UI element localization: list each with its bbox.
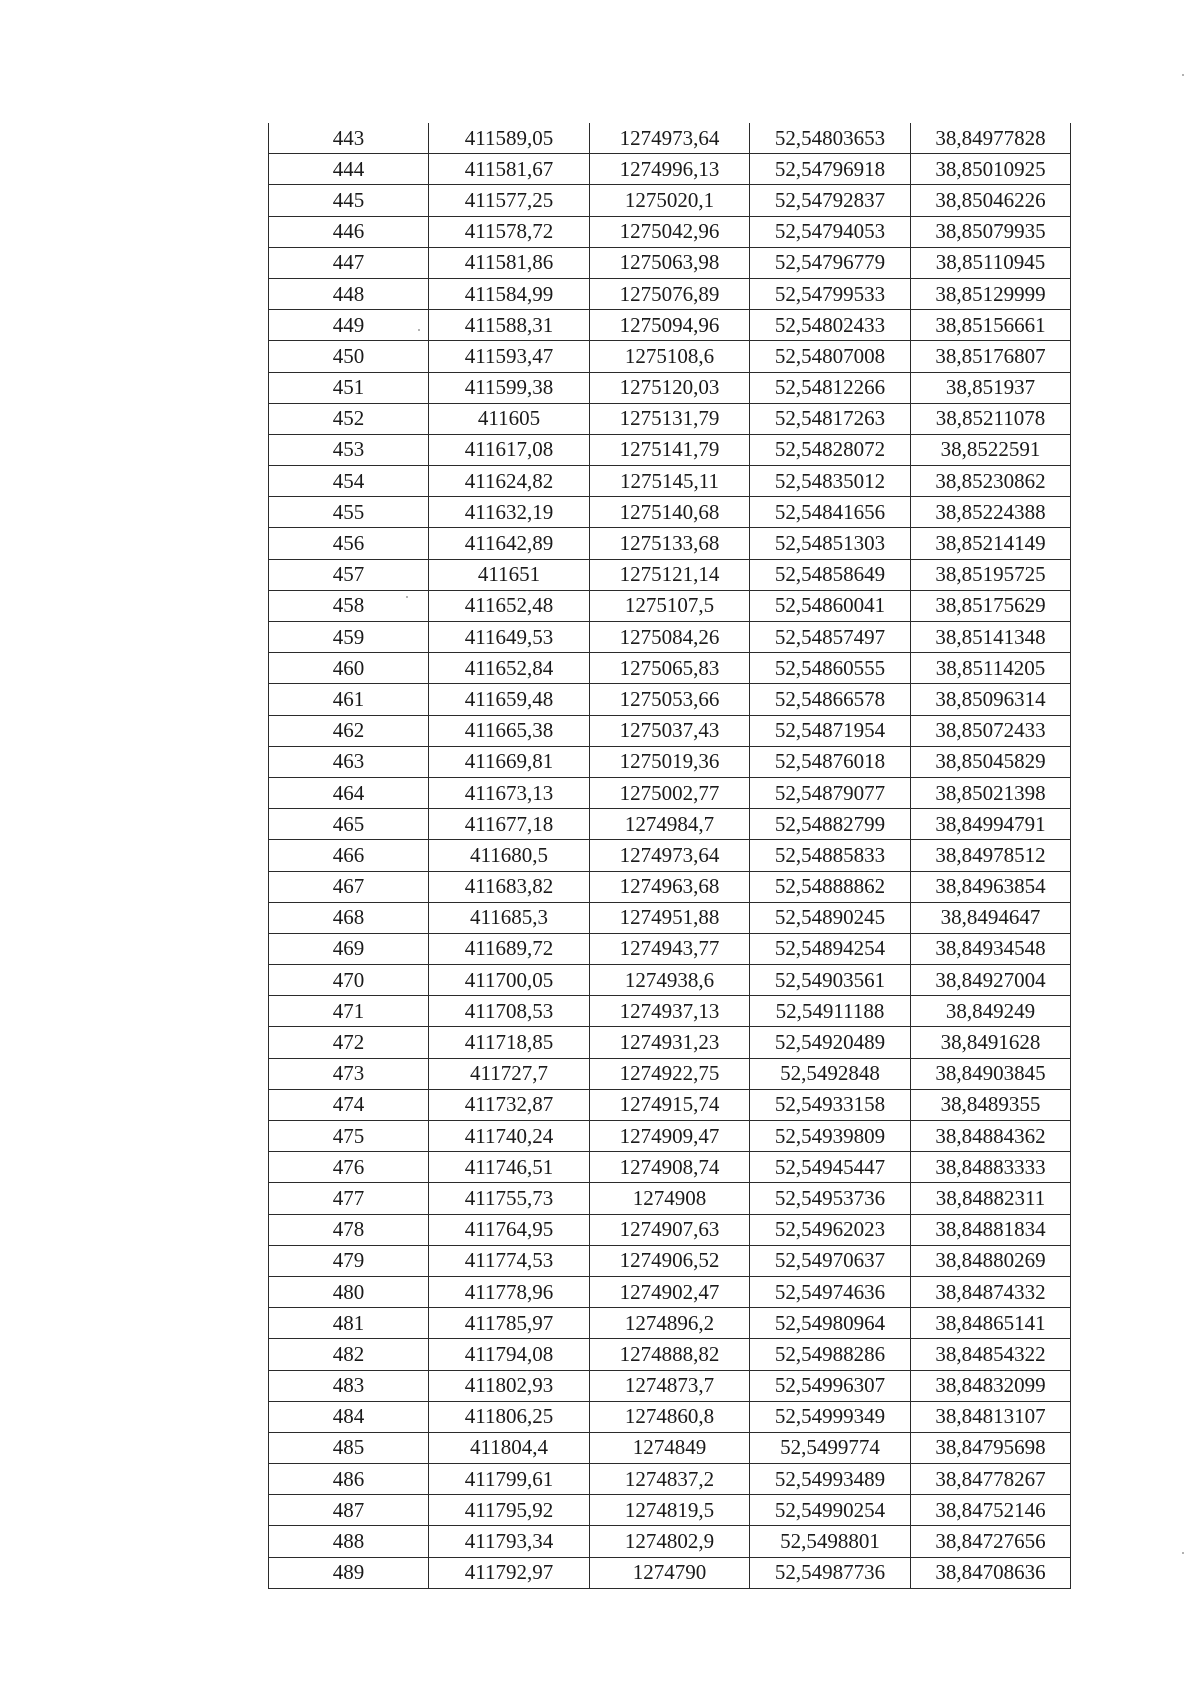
latitude-cell: 52,54962023 (750, 1214, 911, 1245)
y-coordinate-cell: 1274931,23 (590, 1027, 750, 1058)
x-coordinate-cell: 411593,47 (429, 341, 590, 372)
y-coordinate-cell: 1274922,75 (590, 1058, 750, 1089)
x-coordinate-cell: 411799,61 (429, 1464, 590, 1495)
point-number-cell: 487 (269, 1495, 429, 1526)
longitude-cell: 38,85096314 (911, 684, 1071, 715)
point-number-cell: 486 (269, 1464, 429, 1495)
x-coordinate-cell: 411727,7 (429, 1058, 590, 1089)
point-number-cell: 447 (269, 247, 429, 278)
x-coordinate-cell: 411774,53 (429, 1245, 590, 1276)
table-row (269, 965, 1071, 996)
latitude-cell: 52,54999349 (750, 1401, 911, 1432)
latitude-cell: 52,54851303 (750, 528, 911, 559)
latitude-cell: 52,54857497 (750, 622, 911, 653)
table-row (269, 902, 1071, 933)
table-row (269, 1308, 1071, 1339)
latitude-cell: 52,54970637 (750, 1245, 911, 1276)
x-coordinate-cell: 411806,25 (429, 1401, 590, 1432)
table-row (269, 933, 1071, 964)
longitude-cell: 38,84978512 (911, 840, 1071, 871)
x-coordinate-cell: 411581,67 (429, 154, 590, 185)
coordinates-table (268, 123, 1071, 1589)
latitude-cell: 52,54894254 (750, 933, 911, 964)
table-row (269, 466, 1071, 497)
y-coordinate-cell: 1275131,79 (590, 403, 750, 434)
latitude-cell: 52,54987736 (750, 1557, 911, 1588)
point-number-cell: 460 (269, 653, 429, 684)
longitude-cell: 38,84778267 (911, 1464, 1071, 1495)
longitude-cell: 38,84880269 (911, 1245, 1071, 1276)
scan-speck (1182, 1552, 1184, 1554)
longitude-cell: 38,85110945 (911, 247, 1071, 278)
table-row (269, 123, 1071, 154)
longitude-cell: 38,84874332 (911, 1276, 1071, 1307)
longitude-cell: 38,85114205 (911, 653, 1071, 684)
table-row (269, 1464, 1071, 1495)
table-row (269, 528, 1071, 559)
x-coordinate-cell: 411584,99 (429, 278, 590, 309)
y-coordinate-cell: 1275053,66 (590, 684, 750, 715)
y-coordinate-cell: 1275065,83 (590, 653, 750, 684)
longitude-cell: 38,8491628 (911, 1027, 1071, 1058)
table-row (269, 154, 1071, 185)
scan-speck (406, 596, 408, 598)
longitude-cell: 38,85045829 (911, 746, 1071, 777)
longitude-cell: 38,85156661 (911, 310, 1071, 341)
y-coordinate-cell: 1274790 (590, 1557, 750, 1588)
table-row (269, 1183, 1071, 1214)
table-row (269, 1214, 1071, 1245)
table-row (269, 746, 1071, 777)
table-row (269, 1495, 1071, 1526)
latitude-cell: 52,54799533 (750, 278, 911, 309)
longitude-cell: 38,849249 (911, 996, 1071, 1027)
point-number-cell: 456 (269, 528, 429, 559)
longitude-cell: 38,84881834 (911, 1214, 1071, 1245)
x-coordinate-cell: 411708,53 (429, 996, 590, 1027)
point-number-cell: 455 (269, 497, 429, 528)
table-row (269, 1121, 1071, 1152)
longitude-cell: 38,84883333 (911, 1152, 1071, 1183)
latitude-cell: 52,54903561 (750, 965, 911, 996)
longitude-cell: 38,84832099 (911, 1370, 1071, 1401)
table-row (269, 1058, 1071, 1089)
y-coordinate-cell: 1274951,88 (590, 902, 750, 933)
x-coordinate-cell: 411746,51 (429, 1152, 590, 1183)
x-coordinate-cell: 411669,81 (429, 746, 590, 777)
y-coordinate-cell: 1275063,98 (590, 247, 750, 278)
longitude-cell: 38,85141348 (911, 622, 1071, 653)
x-coordinate-cell: 411680,5 (429, 840, 590, 871)
x-coordinate-cell: 411652,84 (429, 653, 590, 684)
latitude-cell: 52,54860555 (750, 653, 911, 684)
x-coordinate-cell: 411802,93 (429, 1370, 590, 1401)
point-number-cell: 485 (269, 1432, 429, 1463)
x-coordinate-cell: 411659,48 (429, 684, 590, 715)
longitude-cell: 38,85046226 (911, 185, 1071, 216)
latitude-cell: 52,54990254 (750, 1495, 911, 1526)
x-coordinate-cell: 411804,4 (429, 1432, 590, 1463)
y-coordinate-cell: 1274984,7 (590, 809, 750, 840)
y-coordinate-cell: 1274908,74 (590, 1152, 750, 1183)
y-coordinate-cell: 1274943,77 (590, 933, 750, 964)
latitude-cell: 52,54993489 (750, 1464, 911, 1495)
point-number-cell: 482 (269, 1339, 429, 1370)
y-coordinate-cell: 1275076,89 (590, 278, 750, 309)
table-row (269, 653, 1071, 684)
point-number-cell: 488 (269, 1526, 429, 1557)
y-coordinate-cell: 1274973,64 (590, 123, 750, 154)
x-coordinate-cell: 411755,73 (429, 1183, 590, 1214)
table-row (269, 1557, 1071, 1588)
longitude-cell: 38,84727656 (911, 1526, 1071, 1557)
y-coordinate-cell: 1275020,1 (590, 185, 750, 216)
y-coordinate-cell: 1274915,74 (590, 1089, 750, 1120)
longitude-cell: 38,85224388 (911, 497, 1071, 528)
y-coordinate-cell: 1274906,52 (590, 1245, 750, 1276)
point-number-cell: 450 (269, 341, 429, 372)
table-row (269, 434, 1071, 465)
x-coordinate-cell: 411665,38 (429, 715, 590, 746)
table-row (269, 1152, 1071, 1183)
longitude-cell: 38,84994791 (911, 809, 1071, 840)
point-number-cell: 467 (269, 871, 429, 902)
latitude-cell: 52,54796779 (750, 247, 911, 278)
scan-speck (418, 329, 420, 331)
point-number-cell: 448 (269, 278, 429, 309)
latitude-cell: 52,54866578 (750, 684, 911, 715)
y-coordinate-cell: 1274896,2 (590, 1308, 750, 1339)
point-number-cell: 483 (269, 1370, 429, 1401)
x-coordinate-cell: 411794,08 (429, 1339, 590, 1370)
point-number-cell: 443 (269, 123, 429, 154)
y-coordinate-cell: 1275141,79 (590, 434, 750, 465)
y-coordinate-cell: 1275037,43 (590, 715, 750, 746)
latitude-cell: 52,54933158 (750, 1089, 911, 1120)
latitude-cell: 52,54858649 (750, 559, 911, 590)
y-coordinate-cell: 1274802,9 (590, 1526, 750, 1557)
y-coordinate-cell: 1274907,63 (590, 1214, 750, 1245)
longitude-cell: 38,851937 (911, 372, 1071, 403)
y-coordinate-cell: 1274902,47 (590, 1276, 750, 1307)
y-coordinate-cell: 1275042,96 (590, 216, 750, 247)
x-coordinate-cell: 411700,05 (429, 965, 590, 996)
point-number-cell: 444 (269, 154, 429, 185)
y-coordinate-cell: 1274963,68 (590, 871, 750, 902)
y-coordinate-cell: 1275140,68 (590, 497, 750, 528)
y-coordinate-cell: 1274938,6 (590, 965, 750, 996)
x-coordinate-cell: 411624,82 (429, 466, 590, 497)
point-number-cell: 476 (269, 1152, 429, 1183)
table-row (269, 1432, 1071, 1463)
table-row (269, 216, 1071, 247)
x-coordinate-cell: 411581,86 (429, 247, 590, 278)
table-row (269, 1401, 1071, 1432)
y-coordinate-cell: 1274819,5 (590, 1495, 750, 1526)
y-coordinate-cell: 1274937,13 (590, 996, 750, 1027)
point-number-cell: 463 (269, 746, 429, 777)
table-row (269, 310, 1071, 341)
y-coordinate-cell: 1274888,82 (590, 1339, 750, 1370)
y-coordinate-cell: 1275121,14 (590, 559, 750, 590)
y-coordinate-cell: 1275094,96 (590, 310, 750, 341)
longitude-cell: 38,84813107 (911, 1401, 1071, 1432)
point-number-cell: 477 (269, 1183, 429, 1214)
point-number-cell: 462 (269, 715, 429, 746)
y-coordinate-cell: 1274973,64 (590, 840, 750, 871)
latitude-cell: 52,54876018 (750, 746, 911, 777)
x-coordinate-cell: 411588,31 (429, 310, 590, 341)
latitude-cell: 52,54860041 (750, 590, 911, 621)
latitude-cell: 52,54953736 (750, 1183, 911, 1214)
x-coordinate-cell: 411605 (429, 403, 590, 434)
latitude-cell: 52,54817263 (750, 403, 911, 434)
latitude-cell: 52,54807008 (750, 341, 911, 372)
latitude-cell: 52,5498801 (750, 1526, 911, 1557)
table-row (269, 871, 1071, 902)
point-number-cell: 466 (269, 840, 429, 871)
table-row (269, 1276, 1071, 1307)
point-number-cell: 472 (269, 1027, 429, 1058)
x-coordinate-cell: 411795,92 (429, 1495, 590, 1526)
latitude-cell: 52,5492848 (750, 1058, 911, 1089)
table-row (269, 497, 1071, 528)
table-row (269, 1027, 1071, 1058)
latitude-cell: 52,54828072 (750, 434, 911, 465)
point-number-cell: 454 (269, 466, 429, 497)
point-number-cell: 479 (269, 1245, 429, 1276)
y-coordinate-cell: 1275107,5 (590, 590, 750, 621)
latitude-cell: 52,54835012 (750, 466, 911, 497)
longitude-cell: 38,8522591 (911, 434, 1071, 465)
longitude-cell: 38,84963854 (911, 871, 1071, 902)
point-number-cell: 475 (269, 1121, 429, 1152)
longitude-cell: 38,84854322 (911, 1339, 1071, 1370)
latitude-cell: 52,54796918 (750, 154, 911, 185)
latitude-cell: 52,54939809 (750, 1121, 911, 1152)
x-coordinate-cell: 411649,53 (429, 622, 590, 653)
x-coordinate-cell: 411677,18 (429, 809, 590, 840)
latitude-cell: 52,54871954 (750, 715, 911, 746)
table-row (269, 1526, 1071, 1557)
latitude-cell: 52,54802433 (750, 310, 911, 341)
latitude-cell: 52,54890245 (750, 902, 911, 933)
table-row (269, 809, 1071, 840)
latitude-cell: 52,54882799 (750, 809, 911, 840)
longitude-cell: 38,85079935 (911, 216, 1071, 247)
point-number-cell: 489 (269, 1557, 429, 1588)
x-coordinate-cell: 411785,97 (429, 1308, 590, 1339)
longitude-cell: 38,85176807 (911, 341, 1071, 372)
latitude-cell: 52,54980964 (750, 1308, 911, 1339)
y-coordinate-cell: 1275145,11 (590, 466, 750, 497)
table-row (269, 247, 1071, 278)
longitude-cell: 38,85195725 (911, 559, 1071, 590)
x-coordinate-cell: 411740,24 (429, 1121, 590, 1152)
latitude-cell: 52,5499774 (750, 1432, 911, 1463)
x-coordinate-cell: 411793,34 (429, 1526, 590, 1557)
longitude-cell: 38,85072433 (911, 715, 1071, 746)
point-number-cell: 464 (269, 777, 429, 808)
longitude-cell: 38,85021398 (911, 777, 1071, 808)
table-row (269, 559, 1071, 590)
point-number-cell: 473 (269, 1058, 429, 1089)
y-coordinate-cell: 1275133,68 (590, 528, 750, 559)
latitude-cell: 52,54945447 (750, 1152, 911, 1183)
point-number-cell: 458 (269, 590, 429, 621)
x-coordinate-cell: 411652,48 (429, 590, 590, 621)
table-row (269, 777, 1071, 808)
latitude-cell: 52,54988286 (750, 1339, 911, 1370)
point-number-cell: 469 (269, 933, 429, 964)
x-coordinate-cell: 411673,13 (429, 777, 590, 808)
x-coordinate-cell: 411683,82 (429, 871, 590, 902)
table-row (269, 1339, 1071, 1370)
x-coordinate-cell: 411578,72 (429, 216, 590, 247)
longitude-cell: 38,8489355 (911, 1089, 1071, 1120)
point-number-cell: 484 (269, 1401, 429, 1432)
table-row (269, 996, 1071, 1027)
y-coordinate-cell: 1275084,26 (590, 622, 750, 653)
point-number-cell: 480 (269, 1276, 429, 1307)
table-row (269, 372, 1071, 403)
y-coordinate-cell: 1275120,03 (590, 372, 750, 403)
point-number-cell: 474 (269, 1089, 429, 1120)
latitude-cell: 52,54803653 (750, 123, 911, 154)
point-number-cell: 449 (269, 310, 429, 341)
table-row (269, 684, 1071, 715)
latitude-cell: 52,54841656 (750, 497, 911, 528)
x-coordinate-cell: 411632,19 (429, 497, 590, 528)
point-number-cell: 478 (269, 1214, 429, 1245)
point-number-cell: 459 (269, 622, 429, 653)
point-number-cell: 445 (269, 185, 429, 216)
longitude-cell: 38,84903845 (911, 1058, 1071, 1089)
y-coordinate-cell: 1274837,2 (590, 1464, 750, 1495)
x-coordinate-cell: 411718,85 (429, 1027, 590, 1058)
longitude-cell: 38,85211078 (911, 403, 1071, 434)
y-coordinate-cell: 1274996,13 (590, 154, 750, 185)
y-coordinate-cell: 1274909,47 (590, 1121, 750, 1152)
y-coordinate-cell: 1274908 (590, 1183, 750, 1214)
point-number-cell: 457 (269, 559, 429, 590)
x-coordinate-cell: 411778,96 (429, 1276, 590, 1307)
longitude-cell: 38,85175629 (911, 590, 1071, 621)
x-coordinate-cell: 411685,3 (429, 902, 590, 933)
point-number-cell: 471 (269, 996, 429, 1027)
y-coordinate-cell: 1274849 (590, 1432, 750, 1463)
longitude-cell: 38,84882311 (911, 1183, 1071, 1214)
longitude-cell: 38,84977828 (911, 123, 1071, 154)
point-number-cell: 465 (269, 809, 429, 840)
longitude-cell: 38,85214149 (911, 528, 1071, 559)
table-row (269, 622, 1071, 653)
latitude-cell: 52,54920489 (750, 1027, 911, 1058)
table-row (269, 278, 1071, 309)
x-coordinate-cell: 411642,89 (429, 528, 590, 559)
x-coordinate-cell: 411689,72 (429, 933, 590, 964)
latitude-cell: 52,54792837 (750, 185, 911, 216)
longitude-cell: 38,85230862 (911, 466, 1071, 497)
latitude-cell: 52,54879077 (750, 777, 911, 808)
y-coordinate-cell: 1274873,7 (590, 1370, 750, 1401)
x-coordinate-cell: 411792,97 (429, 1557, 590, 1588)
longitude-cell: 38,84927004 (911, 965, 1071, 996)
point-number-cell: 453 (269, 434, 429, 465)
longitude-cell: 38,8494647 (911, 902, 1071, 933)
x-coordinate-cell: 411599,38 (429, 372, 590, 403)
latitude-cell: 52,54888862 (750, 871, 911, 902)
x-coordinate-cell: 411577,25 (429, 185, 590, 216)
longitude-cell: 38,84934548 (911, 933, 1071, 964)
point-number-cell: 470 (269, 965, 429, 996)
y-coordinate-cell: 1274860,8 (590, 1401, 750, 1432)
latitude-cell: 52,54911188 (750, 996, 911, 1027)
table-row (269, 715, 1071, 746)
longitude-cell: 38,84795698 (911, 1432, 1071, 1463)
x-coordinate-cell: 411617,08 (429, 434, 590, 465)
x-coordinate-cell: 411732,87 (429, 1089, 590, 1120)
table-row (269, 185, 1071, 216)
point-number-cell: 446 (269, 216, 429, 247)
table-row (269, 1370, 1071, 1401)
latitude-cell: 52,54885833 (750, 840, 911, 871)
point-number-cell: 461 (269, 684, 429, 715)
point-number-cell: 452 (269, 403, 429, 434)
latitude-cell: 52,54812266 (750, 372, 911, 403)
table-row (269, 1089, 1071, 1120)
latitude-cell: 52,54996307 (750, 1370, 911, 1401)
coordinates-table-body (269, 123, 1071, 1588)
y-coordinate-cell: 1275108,6 (590, 341, 750, 372)
longitude-cell: 38,84884362 (911, 1121, 1071, 1152)
point-number-cell: 451 (269, 372, 429, 403)
point-number-cell: 468 (269, 902, 429, 933)
table-row (269, 840, 1071, 871)
table-row (269, 1245, 1071, 1276)
point-number-cell: 481 (269, 1308, 429, 1339)
table-row (269, 341, 1071, 372)
longitude-cell: 38,84865141 (911, 1308, 1071, 1339)
longitude-cell: 38,85129999 (911, 278, 1071, 309)
x-coordinate-cell: 411764,95 (429, 1214, 590, 1245)
longitude-cell: 38,84708636 (911, 1557, 1071, 1588)
longitude-cell: 38,85010925 (911, 154, 1071, 185)
longitude-cell: 38,84752146 (911, 1495, 1071, 1526)
y-coordinate-cell: 1275002,77 (590, 777, 750, 808)
x-coordinate-cell: 411651 (429, 559, 590, 590)
scan-speck (1182, 74, 1184, 76)
latitude-cell: 52,54794053 (750, 216, 911, 247)
latitude-cell: 52,54974636 (750, 1276, 911, 1307)
table-row (269, 590, 1071, 621)
y-coordinate-cell: 1275019,36 (590, 746, 750, 777)
table-row (269, 403, 1071, 434)
x-coordinate-cell: 411589,05 (429, 123, 590, 154)
